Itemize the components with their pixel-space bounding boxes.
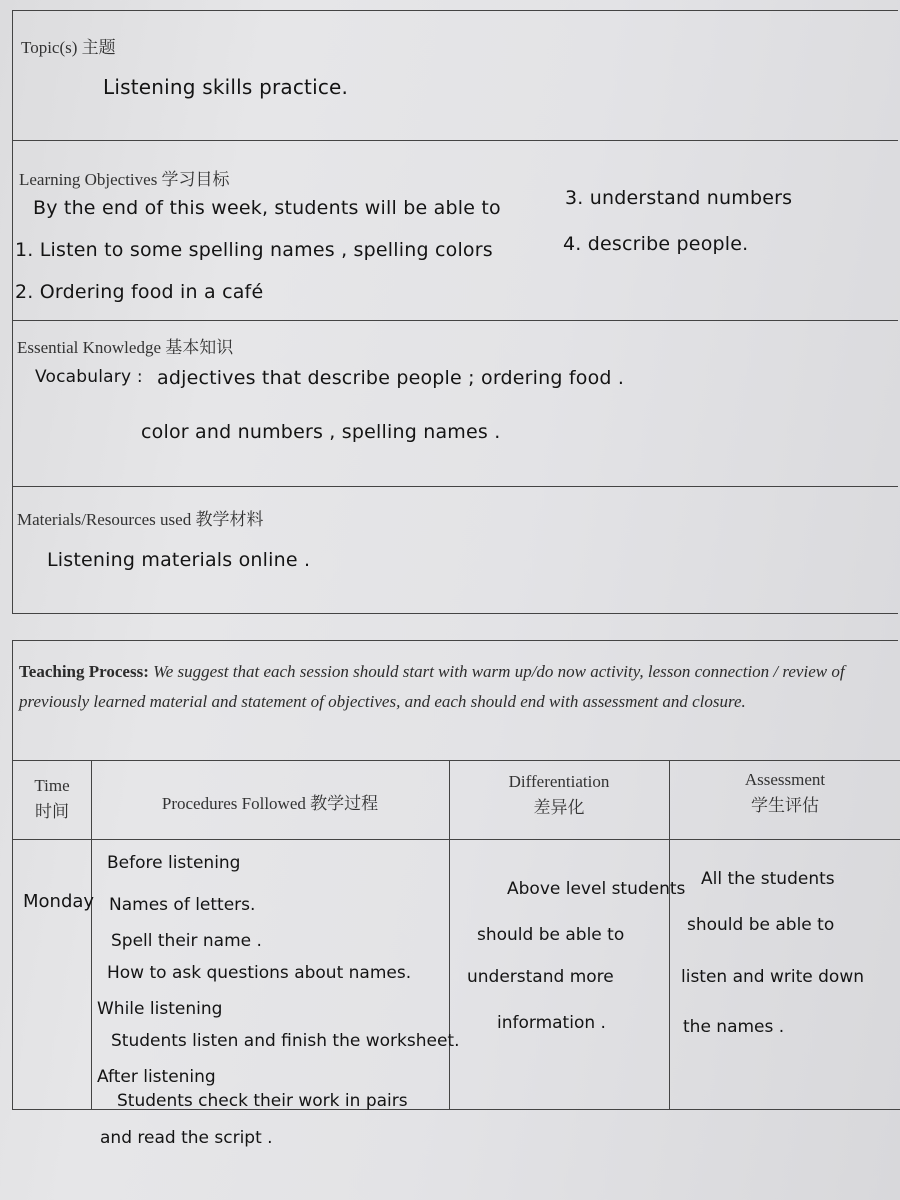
header-diff-cn: 差异化: [533, 798, 585, 817]
header-time-cn: 时间: [35, 802, 69, 821]
assessment-line: All the students: [701, 869, 835, 889]
header-time: [13, 773, 91, 825]
header-time-en: Time: [34, 776, 70, 795]
objective-item: 2. Ordering food in a café: [15, 281, 264, 303]
differentiation-line: understand more: [467, 967, 614, 987]
procedure-line: After listening: [97, 1067, 216, 1087]
procedure-line: How to ask questions about names.: [107, 963, 412, 983]
header-divider: [13, 839, 900, 840]
teaching-process-section: [12, 640, 898, 760]
assessment-line: the names .: [683, 1017, 785, 1037]
differentiation-line: information .: [497, 1013, 606, 1033]
procedure-line: Names of letters.: [109, 895, 256, 915]
materials-section: [13, 487, 898, 615]
knowledge-section: [13, 323, 898, 487]
topic-label: Topic(s) 主题: [21, 38, 116, 57]
procedures-table: [12, 760, 900, 1110]
header-diff-en: Differentiation: [508, 772, 610, 791]
row-time: Monday: [23, 891, 95, 912]
knowledge-label: Essential Knowledge 基本知识: [17, 338, 234, 357]
objectives-intro: By the end of this week, students will be able to: [33, 197, 501, 219]
header-assess-cn: 学生评估: [751, 796, 819, 815]
vocabulary-line-1: adjectives that describe people ; ordering food .: [157, 367, 625, 389]
header-differentiation: [449, 769, 669, 821]
header-assessment: [669, 767, 900, 819]
procedure-line: Students listen and finish the worksheet.: [111, 1031, 460, 1051]
vocabulary-label: Vocabulary :: [35, 367, 143, 387]
objective-item: 4. describe people.: [563, 233, 749, 255]
procedure-line: Students check their work in pairs: [117, 1091, 408, 1111]
header-assess-en: Assessment: [744, 770, 826, 789]
teaching-process-heading: Teaching Process:: [19, 662, 149, 681]
topic-value: Listening skills practice.: [103, 75, 349, 99]
differentiation-line: should be able to: [477, 925, 625, 945]
header-procedures: Procedures Followed 教学过程: [161, 794, 379, 813]
objective-item: 1. Listen to some spelling names , spelling colors: [15, 239, 493, 261]
assessment-line: listen and write down: [681, 967, 865, 987]
teaching-process-text: [19, 657, 889, 717]
procedure-line: Spell their name .: [111, 931, 262, 951]
assessment-line: should be able to: [687, 915, 835, 935]
objectives-section: [13, 151, 898, 321]
teaching-process-description: We suggest that each session should start with warm up/do now activity, lesson connection / review of previously learned material and statement of objectives, and each should end with assessment and closure.: [19, 662, 845, 711]
objectives-label: Learning Objectives 学习目标: [19, 170, 230, 189]
procedure-line: While listening: [97, 999, 223, 1019]
differentiation-line: Above level students: [507, 879, 686, 899]
lesson-form: [12, 10, 898, 614]
procedure-continuation: and read the script .: [100, 1128, 273, 1148]
objective-item: 3. understand numbers: [565, 187, 793, 209]
materials-label: Materials/Resources used 教学材料: [17, 510, 264, 529]
vocabulary-line-2: color and numbers , spelling names .: [141, 421, 501, 443]
materials-value: Listening materials online .: [47, 549, 311, 571]
procedure-line: Before listening: [107, 853, 241, 873]
topic-section: [13, 11, 898, 141]
